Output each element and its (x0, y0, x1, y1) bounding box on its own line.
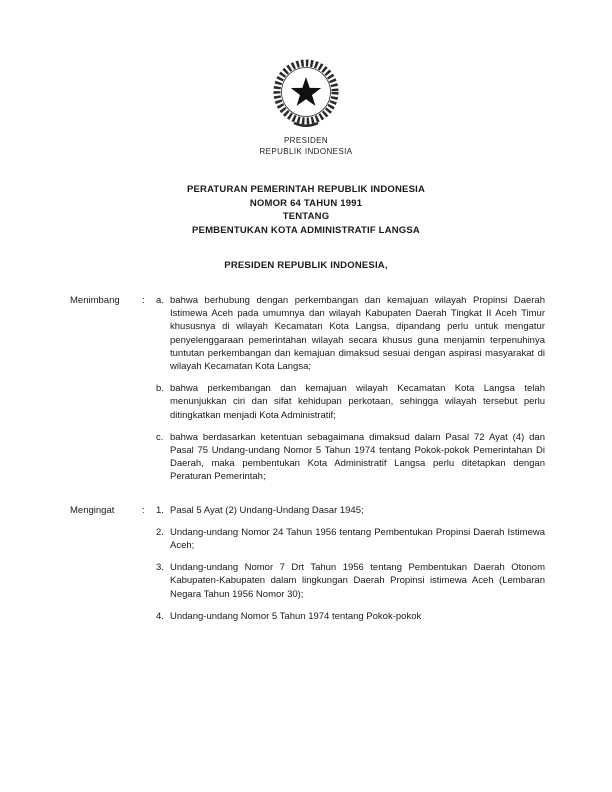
title-line-regulation: PERATURAN PEMERINTAH REPUBLIK INDONESIA (186, 184, 426, 195)
section-label: Menimbang (70, 295, 120, 306)
title-line-subject: PEMBENTUKAN KOTA ADMINISTRATIF LANGSA (192, 224, 420, 236)
letterhead-republik-indonesia: REPUBLIK INDONESIA (259, 147, 353, 156)
item-text: bahwa perkembangan dan kemajuan wilayah Kecamatan Kota Langsa telah menunjukkan ciri dan sifat kehidupan perkotaan, sehingga wilayah tersebut perlu ditingkatkan menjadi Kota Administratif; (170, 383, 545, 421)
item-text: Undang-undang Nomor 7 Drt Tahun 1956 tentang Pembentukan Daerah Otonom Kabupaten-Kabupaten dalam lingkungan Daerah Propinsi istimewa Aceh (Lembaran Negara Tahun 1956 Nomor 30); (170, 562, 545, 600)
consideration-item (156, 431, 545, 484)
item-text: bahwa berhubung dengan perkembangan dan kemajuan wilayah Propinsi Daerah Istimewa Aceh pada umumnya dan wilayah Kabupaten Daerah Tingkat II Aceh Timur khususnya di wilayah Kecamatan Kota Langsa, dipandang perlu untuk mengatur penyelenggaraan pemerintahan wilayah secara khusus guna menjamin terpenuhinya tuntutan perkembangan dan kemajuan dimaksud sesuai dengan aspirasi masyarakat di wilayah Kecamatan Kota Langsa; (170, 295, 545, 373)
letterhead (0, 0, 612, 157)
section-separator: : (142, 504, 145, 516)
item-marker: a. (156, 295, 164, 306)
item-text: bahwa berdasarkan ketentuan sebagaimana dimaksud dalam Pasal 72 Ayat (4) dan Pasal 75 Undang-undang Nomor 5 Tahun 1974 tentang Pokok-pokok Pemerintahan Di Daerah, maka pembentukan Kota Administratif Langsa perlu ditetapkan dengan Peraturan Pemerintah; (170, 431, 545, 483)
item-marker: 4. (156, 610, 164, 622)
item-text: Undang-undang Nomor 5 Tahun 1974 tentang Pokok-pokok (170, 610, 422, 622)
title-line-number: NOMOR 64 TAHUN 1991 (249, 197, 363, 209)
legal-basis-item (156, 610, 545, 623)
item-text: Undang-undang Nomor 24 Tahun 1956 tentang Pembentukan Propinsi Daerah Istimewa Aceh; (170, 526, 545, 552)
section-items (156, 294, 545, 484)
legal-basis-item (156, 526, 545, 552)
section-items (156, 504, 545, 623)
document-body (0, 294, 612, 623)
salutation: PRESIDEN REPUBLIK INDONESIA, (224, 260, 388, 271)
consideration-item (156, 294, 545, 373)
consideration-item (156, 382, 545, 422)
letterhead-presiden: PRESIDEN (283, 136, 329, 145)
item-marker: 3. (156, 562, 164, 574)
legal-basis-item (156, 561, 545, 601)
state-emblem-icon (270, 56, 342, 130)
item-marker: 1. (156, 504, 164, 516)
section-separator: : (142, 295, 145, 306)
document-title (0, 183, 612, 237)
title-line-tentang: TENTANG (282, 211, 330, 222)
legal-basis-item (156, 504, 545, 517)
item-marker: b. (156, 383, 164, 395)
item-marker: c. (156, 431, 164, 443)
item-text: Pasal 5 Ayat (2) Undang-Undang Dasar 1945; (170, 504, 364, 516)
section-label: Mengingat (70, 504, 115, 516)
section-menimbang (70, 294, 545, 484)
section-mengingat (70, 504, 545, 623)
item-marker: 2. (156, 526, 164, 538)
